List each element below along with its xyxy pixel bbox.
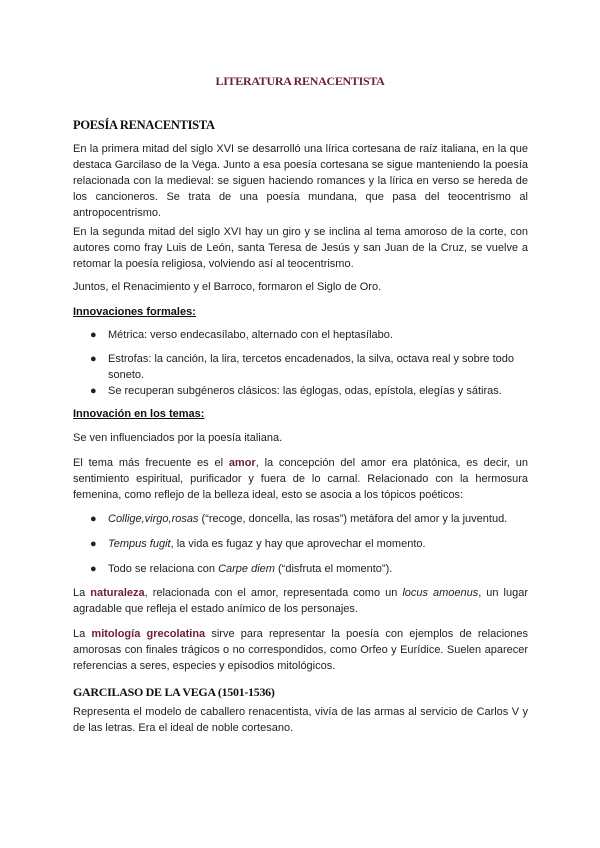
paragraph-text [73,585,528,617]
paragraph-naturaleza [73,585,528,617]
text-run: El tema más frecuente es el [73,457,229,469]
bullet-icon: ● [90,353,97,365]
section-heading-garcilaso: GARCILASO DE LA VEGA (1501-1536) [73,685,275,699]
list-topicos [73,511,528,577]
paragraph-text [73,626,528,674]
subheading-innovaciones-formales: Innovaciones formales: [73,306,196,318]
paragraph-amor [73,455,528,503]
paragraph-text: En la primera mitad del siglo XVI se desarrolló una lírica cortesana de raíz italiana, en la que destaca Garcilaso de la Vega. Junto a esa poesía cortesana se sigue manteniendo la poesía relacionada con la medieval: se siguen haciendo romances y la lírica en verso se hereda de los cancioneros. Se trata de una poesía mundana, que pasa del teocentrismo al antropocentrismo. [73,143,528,219]
highlight-mitologia: mitología grecolatina [91,628,206,640]
latin-phrase: Collige,virgo,rosas [108,513,199,525]
list-item-text: Todo se relaciona con [108,563,219,575]
paragraph-siglo-de-oro [73,279,528,295]
text-run: , relacionada con el amor, representada como un [144,587,403,599]
text-run: sirve para representar la poesía con ejemplos de relaciones amorosas con finales trágicos o no correspondidos, como Orfeo y Eurídice. Suelen aparecer referencias a seres, especies y episodios mitológicos. [73,628,529,672]
text-run: La [73,587,91,599]
paragraph-text: En la segunda mitad del siglo XVI hay un giro y se inclina al tema amoroso de la corte, con autores como fray Luis de León, santa Teresa de Jesús y san Juan de la Cruz, se vuelve a retomar la poesía religiosa, volviendo así al teocentrismo. [73,226,528,270]
subheading-innovacion-temas: Innovación en los temas: [73,408,205,420]
latin-phrase: locus amoenus [402,587,479,599]
paragraph-mitologia [73,626,528,674]
paragraph-primera-mitad [73,141,528,221]
list-item-text: (“disfruta el momento”). [274,563,393,575]
list-item [73,383,528,399]
bullet-icon: ● [90,538,97,550]
latin-phrase: Carpe diem [218,563,275,575]
paragraph-influencia-italiana [73,430,528,446]
highlight-naturaleza: naturaleza [90,587,145,599]
bullet-icon: ● [90,513,97,525]
latin-phrase: Tempus fugit [108,538,171,550]
bullet-icon: ● [90,329,97,341]
paragraph-text: Se ven influenciados por la poesía italiana. [73,432,283,444]
text-run: , un lugar agradable que refleja el estado anímico de los personajes. [73,587,528,615]
text-run: , la concepción del amor era platónica, es decir, un sentimiento espiritual, purificador y fuera de lo carnal. Relacionado con la hermosura femenina, como reflejo de la belleza ideal, esto se asocia a los tópicos poéticos: [73,457,528,501]
list-innovaciones-formales [73,327,528,399]
list-item-text: Métrica: verso endecasílabo, alternado con el heptasílabo. [108,329,393,341]
paragraph-text [73,455,528,503]
paragraph-text: Representa el modelo de caballero renacentista, vivía de las armas al servicio de Carlos V y de las letras. Era el ideal de noble cortesano. [73,706,528,734]
list-item-text: , la vida es fugaz y hay que aprovechar el momento. [170,538,426,550]
text-run: La [73,628,92,640]
list-item [73,327,528,343]
highlight-amor: amor [228,457,256,469]
list-item [73,536,528,552]
list-item-text: Estrofas: la canción, la lira, tercetos encadenados, la silva, octava real y sobre todo soneto. [108,353,514,381]
list-item-text: (“recoge, doncella, las rosas”) metáfora del amor y la juventud. [198,513,508,525]
paragraph-garcilaso [73,704,528,736]
list-item [73,511,528,527]
bullet-icon: ● [90,563,97,575]
list-item-text: Se recuperan subgéneros clásicos: las églogas, odas, epístola, elegías y sátiras. [108,385,502,397]
list-item [73,351,528,383]
paragraph-segunda-mitad [73,224,528,272]
list-item [73,561,528,577]
document-title: LITERATURA RENACENTISTA [215,74,385,88]
section-heading-poesia: POESÍA RENACENTISTA [73,118,215,132]
bullet-icon: ● [90,385,97,397]
paragraph-text: Juntos, el Renacimiento y el Barroco, formaron el Siglo de Oro. [73,281,382,293]
